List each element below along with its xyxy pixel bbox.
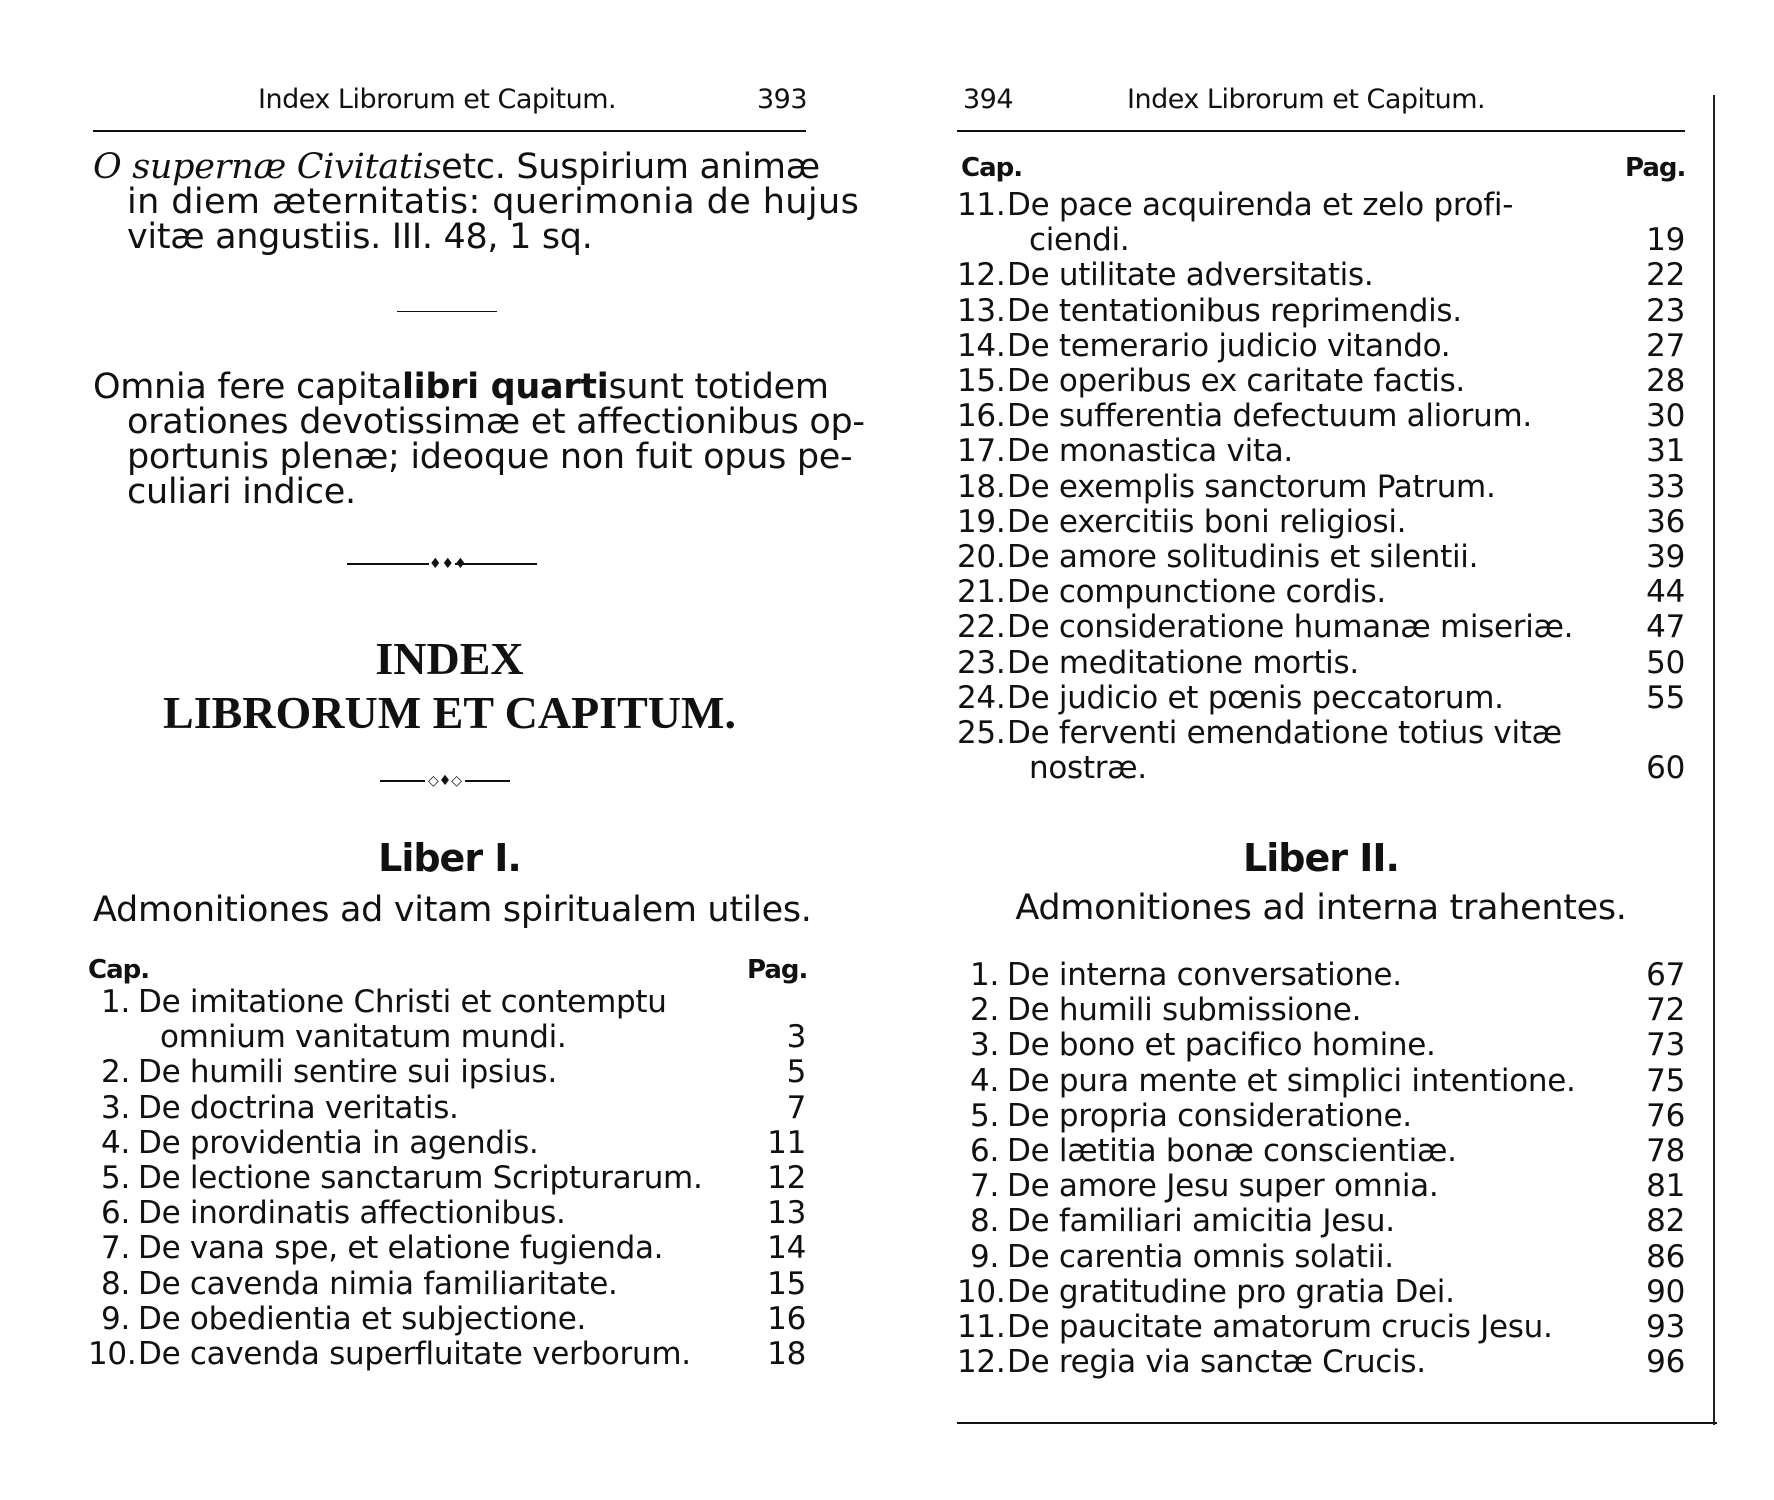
toc-row (957, 1345, 1685, 1380)
toc-row (88, 1231, 806, 1266)
toc-row (957, 1134, 1685, 1169)
fragment-title: O supernæ Civitatis (93, 147, 442, 187)
chapter-number: 14. (957, 327, 1006, 364)
chapter-number: 3. (101, 1089, 130, 1126)
chapter-title: De regia via sanctæ Crucis. (1007, 1345, 1426, 1381)
chapter-title: De compunctione cordis. (1007, 575, 1386, 611)
chapter-title: De lectione sanctarum Scripturarum. (138, 1161, 703, 1197)
pag-label: Pag. (747, 955, 808, 985)
page-edge-line (1713, 95, 1715, 1425)
toc-row (957, 993, 1685, 1028)
chapter-page: 39 (1646, 539, 1685, 576)
toc-row (88, 1055, 806, 1090)
chapter-title: De utilitate adversitatis. (1007, 258, 1374, 294)
toc-row (88, 1126, 806, 1161)
chapter-title: De inordinatis affectionibus. (138, 1196, 566, 1232)
chapter-title: De monastica vita. (1007, 434, 1293, 470)
note-text: portunis plenæ; ideoque non fuit opus pe- (127, 437, 853, 477)
chapter-number: 24. (957, 679, 1006, 716)
header-rule (957, 130, 1685, 132)
fragment-text: vitæ angustiis. III. 48, 1 sq. (127, 217, 593, 257)
chapter-page: 13 (767, 1195, 806, 1232)
running-head-title: Index Librorum et Capitum. (258, 84, 617, 115)
chapter-number: 16. (957, 398, 1006, 435)
toc-row (88, 985, 806, 1020)
chapter-title: De paucitate amatorum crucis Jesu. (1007, 1310, 1553, 1346)
chapter-page: 11 (767, 1124, 806, 1161)
chapter-title: De consideratione humanæ miseriæ. (1007, 610, 1574, 646)
toc-row (957, 399, 1685, 434)
chapter-page: 16 (767, 1300, 806, 1337)
chapter-number: 4. (101, 1124, 130, 1161)
cap-label: Cap. (88, 955, 150, 985)
chapter-list (957, 188, 1685, 786)
chapter-title: De tentationibus reprimendis. (1007, 293, 1462, 329)
chapter-number: 25. (957, 715, 1006, 752)
note-text: sunt totidem (608, 367, 829, 407)
toc-row (88, 1161, 806, 1196)
chapter-number: 6. (970, 1133, 999, 1170)
chapter-number: 11. (957, 1309, 1006, 1346)
chapter-page: 67 (1646, 957, 1685, 993)
chapter-number: 10. (88, 1336, 137, 1373)
chapter-page: 7 (786, 1089, 806, 1126)
chapter-page: 14 (767, 1230, 806, 1267)
chapter-title: De exercitiis boni religiosi. (1007, 504, 1407, 540)
chapter-list (88, 985, 806, 1372)
chapter-page: 86 (1646, 1238, 1685, 1275)
chapter-title: De cavenda nimia familiaritate. (138, 1266, 618, 1302)
chapter-title: De amore solitudinis et silentii. (1007, 540, 1479, 576)
toc-row (957, 434, 1685, 469)
chapter-title: De cavenda superfluitate verborum. (138, 1337, 691, 1373)
page-number: 393 (757, 84, 808, 115)
chapter-page: 36 (1646, 503, 1685, 540)
note-paragraph (93, 367, 865, 512)
liber-title: Liber I. (378, 836, 521, 880)
chapter-number: 7. (970, 1168, 999, 1205)
chapter-number: 10. (957, 1273, 1006, 1310)
chapter-title: De gratitudine pro gratia Dei. (1007, 1274, 1455, 1310)
fragment-text: etc. Suspirium animæ (441, 147, 820, 187)
toc-row (957, 1064, 1685, 1099)
chapter-number: 7. (101, 1230, 130, 1267)
chapter-number: 11. (957, 187, 1006, 223)
toc-row (957, 329, 1685, 364)
toc-row (957, 223, 1685, 258)
chapter-number: 15. (957, 363, 1006, 400)
chapter-page: 50 (1646, 644, 1685, 681)
toc-row (88, 1337, 806, 1372)
chapter-title: ciendi. (1029, 223, 1130, 259)
ornament-divider: ♦♦♦ (347, 554, 537, 574)
chapter-title: De amore Jesu super omnia. (1007, 1169, 1439, 1205)
chapter-page: 72 (1646, 992, 1685, 1029)
toc-row (957, 646, 1685, 681)
note-text: culiari indice. (127, 472, 356, 512)
toc-row (957, 505, 1685, 540)
chapter-page: 18 (767, 1336, 806, 1373)
toc-row (957, 540, 1685, 575)
chapter-number: 6. (101, 1195, 130, 1232)
chapter-page: 15 (767, 1265, 806, 1302)
toc-row (957, 716, 1685, 751)
chapter-page: 5 (786, 1054, 806, 1091)
chapter-title: De obedientia et subjectione. (138, 1301, 587, 1337)
chapter-title: De carentia omnis solatii. (1007, 1239, 1394, 1275)
chapter-title: De familiari amicitia Jesu. (1007, 1204, 1395, 1240)
liber-title: Liber II. (1243, 836, 1399, 880)
chapter-number (957, 751, 999, 786)
toc-row (957, 681, 1685, 716)
chapter-page: 82 (1646, 1203, 1685, 1240)
chapter-page: 90 (1646, 1273, 1685, 1310)
chapter-title: De lætitia bonæ conscientiæ. (1007, 1134, 1457, 1170)
fragment-text: in diem æternitatis: querimonia de hujus (127, 182, 860, 222)
index-title-line1: INDEX (375, 633, 524, 684)
chapter-number: 8. (101, 1265, 130, 1302)
chapter-number: 8. (970, 1203, 999, 1240)
chapter-page: 76 (1646, 1097, 1685, 1134)
bottom-rule (957, 1422, 1717, 1424)
note-text: orationes devotissimæ et affectionibus op- (127, 402, 865, 442)
chapter-title: De sufferentia defectuum aliorum. (1007, 399, 1532, 435)
chapter-title: De meditatione mortis. (1007, 645, 1359, 681)
toc-row (88, 1020, 806, 1055)
toc-row (957, 1028, 1685, 1063)
toc-row (957, 1169, 1685, 1204)
toc-row (957, 1240, 1685, 1275)
liber-subtitle: Admonitiones ad interna trahentes. (1015, 888, 1627, 928)
toc-row (957, 1204, 1685, 1239)
toc-row (957, 575, 1685, 610)
cap-label: Cap. (961, 153, 1023, 183)
chapter-number: 3. (970, 1027, 999, 1064)
chapter-title: De operibus ex caritate factis. (1007, 364, 1465, 400)
chapter-title: De vana spe, et elatione fugienda. (138, 1231, 664, 1267)
toc-row (957, 958, 1685, 993)
chapter-list (957, 958, 1685, 1380)
chapter-page: 12 (767, 1160, 806, 1197)
chapter-number: 1. (970, 957, 999, 993)
chapter-title: De humili submissione. (1007, 993, 1362, 1029)
chapter-page: 33 (1646, 468, 1685, 505)
ornament-divider: ◇♦◇ (380, 771, 510, 791)
chapter-number: 5. (970, 1097, 999, 1134)
chapter-number: 1. (101, 984, 130, 1020)
chapter-number: 20. (957, 539, 1006, 576)
chapter-page: 3 (786, 1019, 806, 1056)
page-number: 394 (963, 84, 1014, 115)
toc-row (957, 258, 1685, 293)
toc-row (957, 751, 1685, 786)
chapter-page: 19 (1646, 222, 1685, 259)
chapter-page: 60 (1646, 750, 1685, 787)
right-page (887, 0, 1774, 1500)
toc-row (957, 1310, 1685, 1345)
chapter-number: 13. (957, 292, 1006, 329)
chapter-title: De exemplis sanctorum Patrum. (1007, 469, 1496, 505)
chapter-number: 18. (957, 468, 1006, 505)
chapter-title: De interna conversatione. (1007, 958, 1402, 993)
chapter-page: 22 (1646, 257, 1685, 294)
note-emphasis: libri quarti (401, 367, 609, 407)
toc-row (957, 294, 1685, 329)
chapter-page: 27 (1646, 327, 1685, 364)
chapter-title: omnium vanitatum mundi. (160, 1020, 567, 1056)
chapter-number: 12. (957, 257, 1006, 294)
chapter-title: De providentia in agendis. (138, 1125, 539, 1161)
chapter-title: De judicio et pœnis peccatorum. (1007, 680, 1504, 716)
chapter-title: nostræ. (1029, 751, 1147, 787)
chapter-page: 81 (1646, 1168, 1685, 1205)
chapter-number: 9. (970, 1238, 999, 1275)
chapter-number: 2. (101, 1054, 130, 1091)
chapter-page: 23 (1646, 292, 1685, 329)
chapter-title: De humili sentire sui ipsius. (138, 1055, 557, 1091)
toc-row (88, 1267, 806, 1302)
chapter-number: 2. (970, 992, 999, 1029)
chapter-title: De ferventi emendatione totius vitæ (1007, 716, 1562, 752)
short-divider (397, 311, 497, 312)
chapter-number: 22. (957, 609, 1006, 646)
chapter-page: 73 (1646, 1027, 1685, 1064)
chapter-page: 75 (1646, 1062, 1685, 1099)
chapter-page: 55 (1646, 679, 1685, 716)
chapter-number (957, 223, 999, 258)
chapter-page: 47 (1646, 609, 1685, 646)
index-title (93, 632, 806, 740)
chapter-number: 19. (957, 503, 1006, 540)
chapter-page: 44 (1646, 574, 1685, 611)
chapter-page: 78 (1646, 1133, 1685, 1170)
chapter-title: De pura mente et simplici intentione. (1007, 1063, 1576, 1099)
toc-row (957, 610, 1685, 645)
running-head-title: Index Librorum et Capitum. (1127, 84, 1486, 115)
index-title-line2: LIBRORUM ET CAPITUM. (163, 687, 736, 738)
toc-row (88, 1196, 806, 1231)
toc-row (957, 1275, 1685, 1310)
chapter-number: 17. (957, 433, 1006, 470)
toc-row (957, 364, 1685, 399)
chapter-page: 93 (1646, 1309, 1685, 1346)
chapter-title: De temerario judicio vitando. (1007, 328, 1451, 364)
chapter-number: 23. (957, 644, 1006, 681)
chapter-number: 9. (101, 1300, 130, 1337)
chapter-number (88, 1020, 130, 1055)
toc-row (957, 1099, 1685, 1134)
chapter-title: De bono et pacifico homine. (1007, 1028, 1436, 1064)
chapter-title: De doctrina veritatis. (138, 1090, 459, 1126)
header-rule (93, 130, 806, 132)
chapter-title: De imitatione Christi et contemptu (138, 985, 667, 1020)
chapter-number: 4. (970, 1062, 999, 1099)
toc-row (957, 188, 1685, 223)
pag-label: Pag. (1625, 153, 1686, 183)
chapter-page: 96 (1646, 1344, 1685, 1381)
toc-row (88, 1091, 806, 1126)
chapter-page: 30 (1646, 398, 1685, 435)
chapter-number: 12. (957, 1344, 1006, 1381)
toc-row (88, 1302, 806, 1337)
index-fragment (93, 147, 860, 257)
note-text: Omnia fere capita (93, 367, 402, 407)
chapter-page: 28 (1646, 363, 1685, 400)
toc-row (957, 470, 1685, 505)
chapter-number: 21. (957, 574, 1006, 611)
chapter-page: 31 (1646, 433, 1685, 470)
chapter-title: De propria consideratione. (1007, 1098, 1412, 1134)
chapter-number: 5. (101, 1160, 130, 1197)
chapter-title: De pace acquirenda et zelo profi- (1007, 188, 1514, 223)
liber-subtitle: Admonitiones ad vitam spiritualem utiles. (93, 890, 812, 930)
